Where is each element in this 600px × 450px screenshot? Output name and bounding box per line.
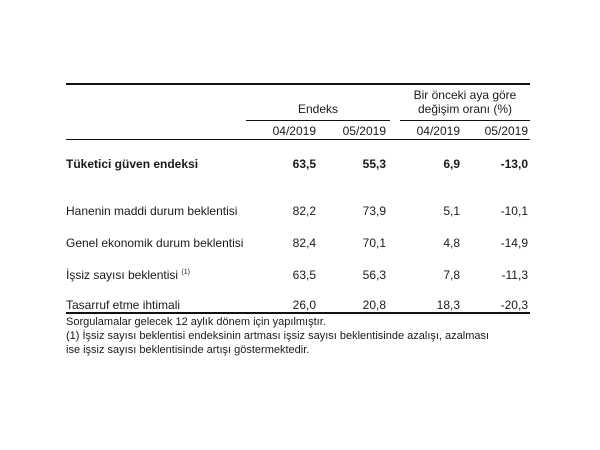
group-rule-index xyxy=(246,120,390,121)
table-cell: -20,3 xyxy=(500,298,528,312)
table-cell: 7,8 xyxy=(443,268,460,282)
row-label-text: İşsiz sayısı beklentisi xyxy=(66,268,179,282)
table-cell: 82,4 xyxy=(292,236,316,250)
group-header-index: Endeks xyxy=(297,102,339,116)
period-header: 04/2019 xyxy=(272,124,316,138)
bottom-rule xyxy=(66,312,530,314)
table-cell: 26,0 xyxy=(292,298,316,312)
table-cell: -13,0 xyxy=(500,157,528,171)
period-header: 04/2019 xyxy=(416,124,460,138)
row-label-general-economic: Genel ekonomik durum beklentisi xyxy=(66,236,244,250)
table-cell: 55,3 xyxy=(362,157,386,171)
table-cell: 6,9 xyxy=(443,157,460,171)
table-cell: 18,3 xyxy=(436,298,460,312)
footnote-line: (1) İşsiz sayısı beklentisi endeksinin artması işsiz sayısı beklentisinde azalışı, azalması xyxy=(66,330,490,342)
footnote-line: ise işsiz sayısı beklentisinde artışı göstermektedir. xyxy=(66,344,310,356)
table-cell: -11,3 xyxy=(501,268,528,282)
table-cell: 4,8 xyxy=(443,236,460,250)
table-cell: 63,5 xyxy=(292,268,316,282)
table-cell: -10,1 xyxy=(500,204,528,218)
table-cell: 82,2 xyxy=(292,204,316,218)
table-cell: 56,3 xyxy=(362,268,386,282)
table-notes xyxy=(66,315,489,357)
group-header-change-line1: Bir önceki aya göre xyxy=(413,88,517,102)
row-label-household-financial: Hanenin maddi durum beklentisi xyxy=(66,204,238,218)
group-header-change-line2: değişim oranı (%) xyxy=(417,102,513,116)
period-header: 05/2019 xyxy=(342,124,386,138)
footnote-marker: (1) xyxy=(181,269,190,276)
row-label-unemployed-expectation xyxy=(66,268,190,282)
row-label-saving-probability: Tasarruf etme ihtimali xyxy=(66,298,181,312)
table-cell: 70,1 xyxy=(362,236,386,250)
note-line: Sorgulamalar gelecek 12 aylık dönem için yapılmıştır. xyxy=(66,316,326,328)
header-rule xyxy=(66,139,530,140)
period-header: 05/2019 xyxy=(484,124,528,138)
row-label-consumer-confidence: Tüketici güven endeksi xyxy=(66,157,199,171)
group-rule-change xyxy=(400,120,530,121)
table-cell: 63,5 xyxy=(292,157,316,171)
table-cell: -14,9 xyxy=(500,236,528,250)
table-cell: 20,8 xyxy=(362,298,386,312)
table-cell: 5,1 xyxy=(443,204,460,218)
table-cell: 73,9 xyxy=(362,204,386,218)
top-rule xyxy=(66,83,530,85)
